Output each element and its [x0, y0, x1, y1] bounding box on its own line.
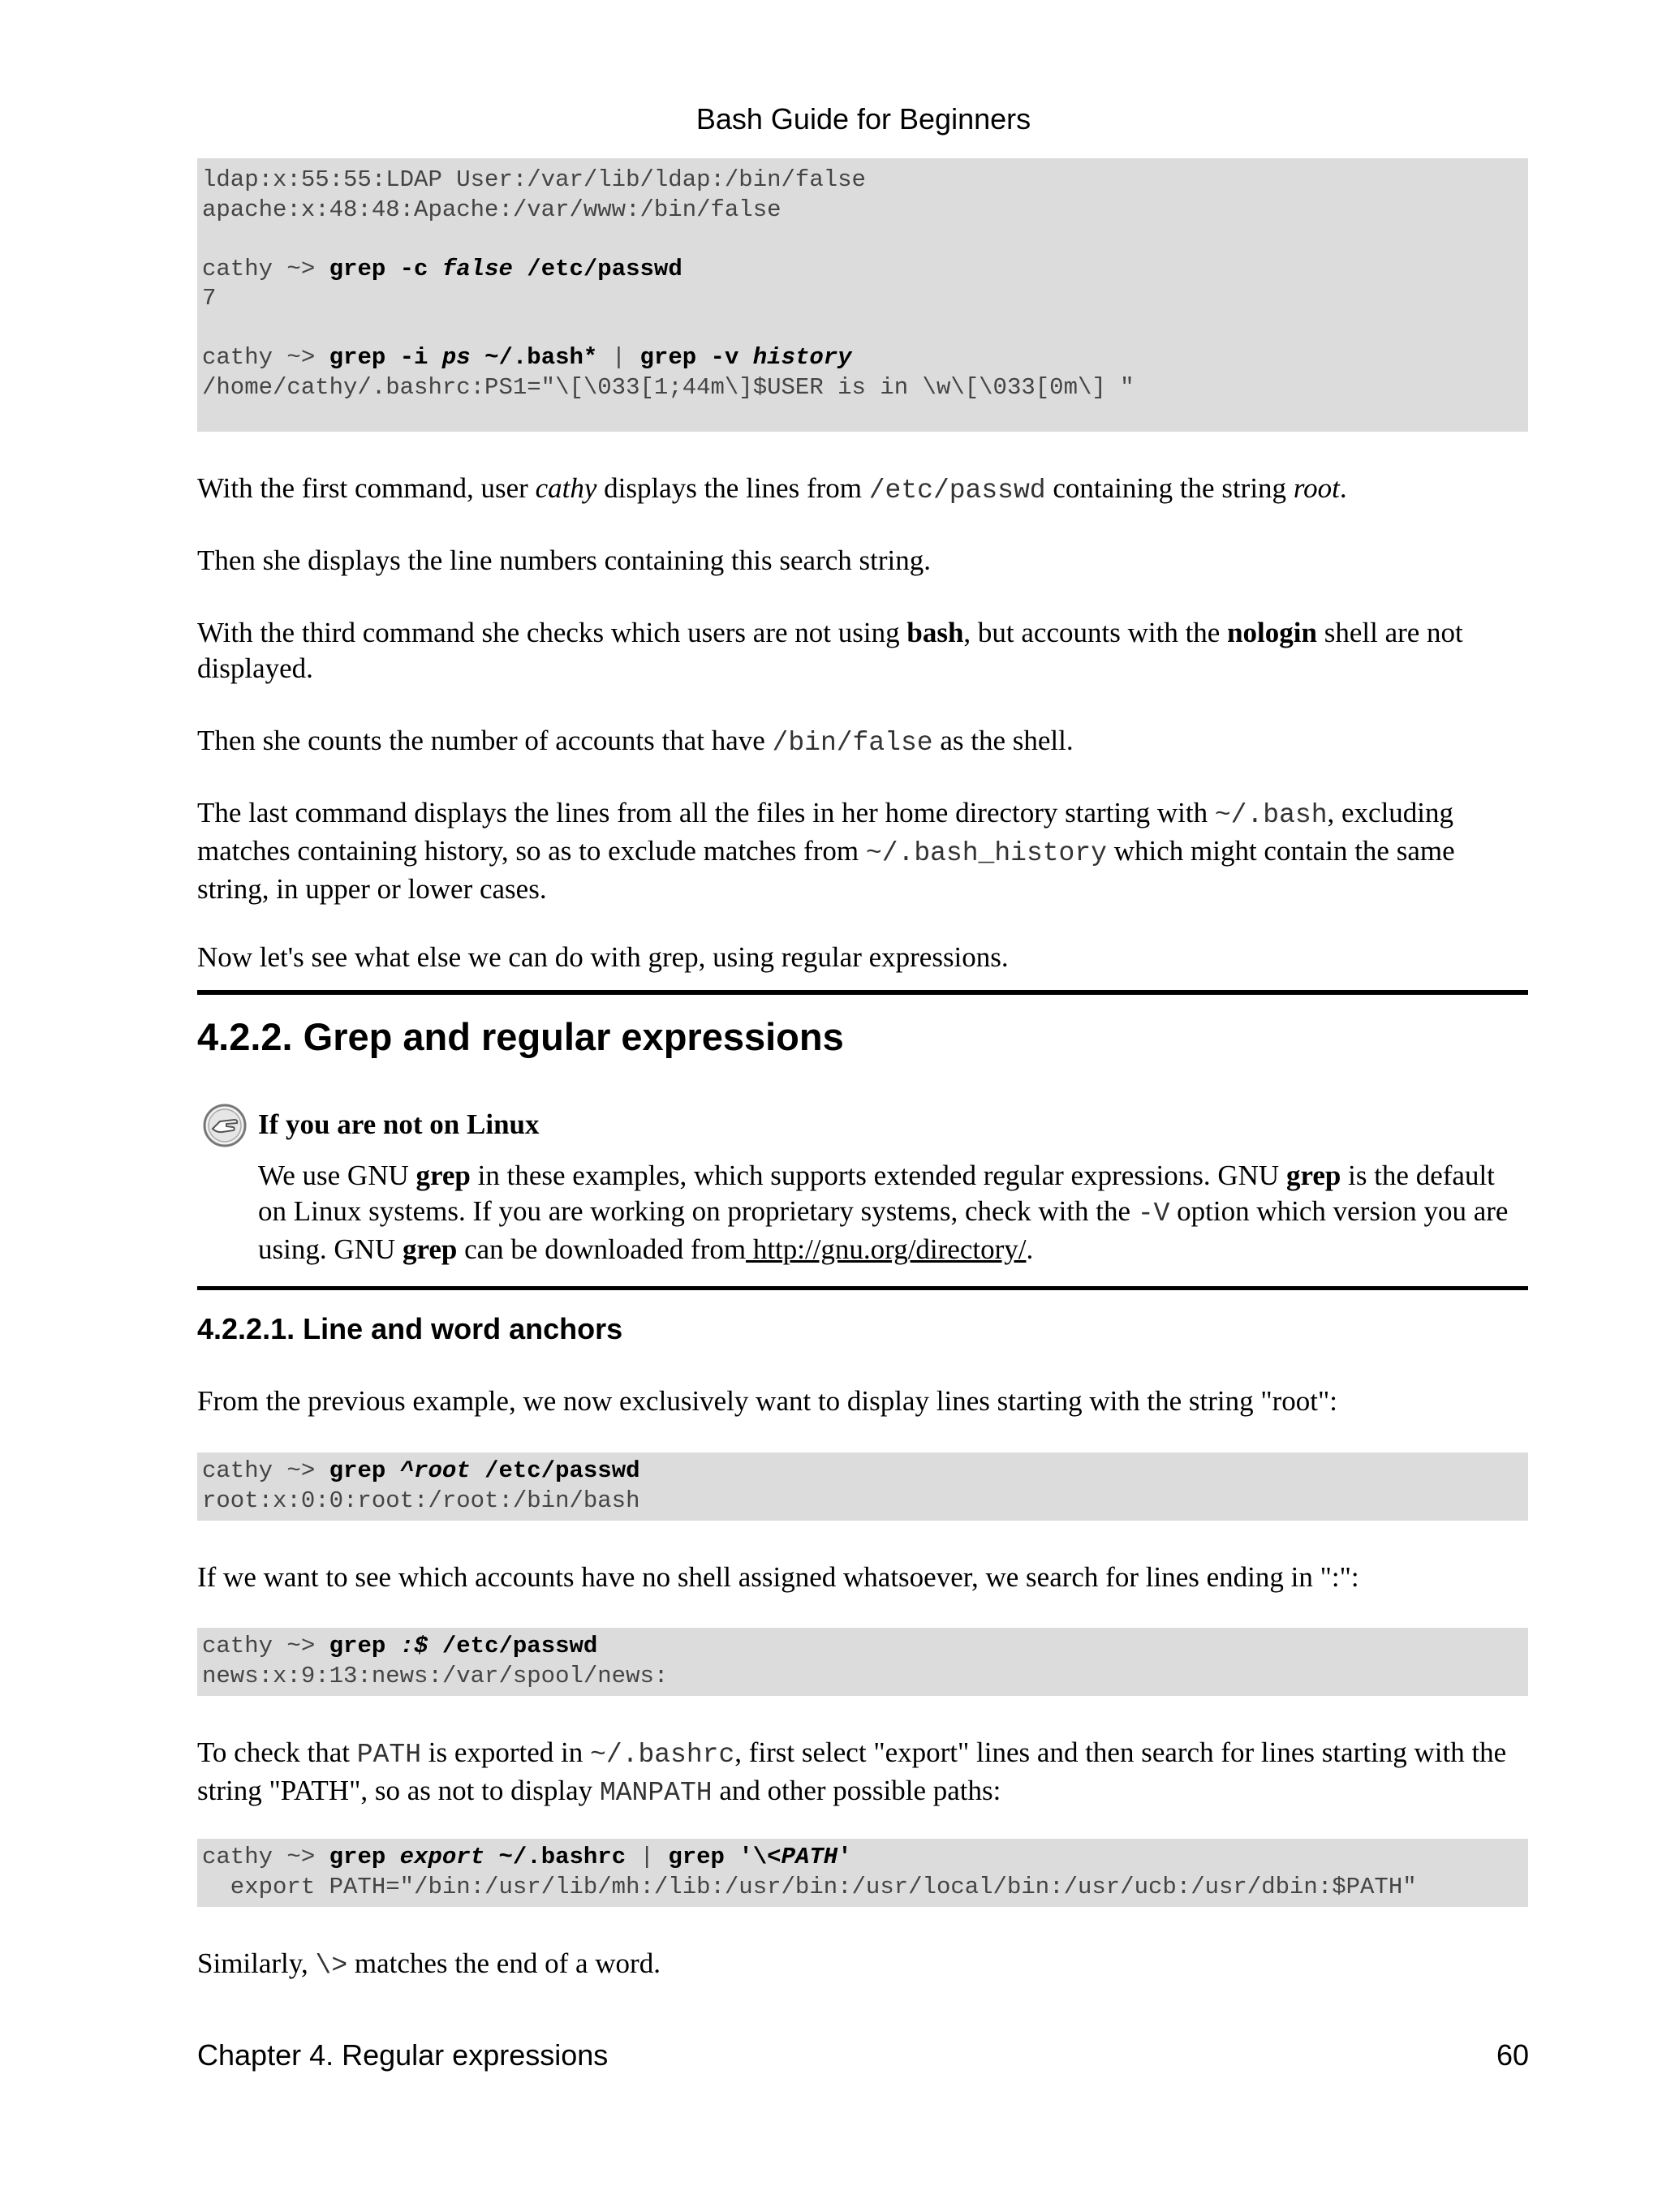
- paragraph: If we want to see which accounts have no shell assigned whatsoever, we search for lines ending in ":":: [197, 1561, 1359, 1593]
- command: grep -v: [639, 344, 753, 371]
- command: ~/.bashrc: [484, 1844, 640, 1870]
- text: , first select "export" lines and then search for lines starting with the string "PATH", so as not to display: [197, 1736, 1507, 1806]
- command-arg: export: [399, 1844, 485, 1870]
- paragraph: [197, 723, 1528, 761]
- inline-code: /etc/passwd: [868, 476, 1046, 506]
- text: option which version you are using. GNU: [258, 1195, 1509, 1265]
- command-arg: ^root: [399, 1457, 471, 1484]
- text: shell are not displayed.: [197, 617, 1463, 684]
- text: .: [1339, 472, 1347, 504]
- command: '\<: [738, 1844, 781, 1870]
- page-header: Bash Guide for Beginners: [695, 102, 1031, 136]
- text: matches the end of a word.: [347, 1947, 661, 1979]
- code-block-2: [197, 1452, 1528, 1521]
- command-arg: :$: [399, 1633, 428, 1659]
- paragraph: [197, 615, 1528, 686]
- command: /etc/passwd: [470, 1457, 640, 1484]
- inline-code: PATH: [356, 1740, 421, 1770]
- command: /etc/passwd: [428, 1633, 598, 1659]
- subsection-title: 4.2.2.1. Line and word anchors: [197, 1312, 623, 1345]
- code-command-line: [202, 1632, 1523, 1662]
- command: grep -c: [329, 255, 442, 282]
- command: grep: [329, 1633, 400, 1659]
- command: grep: [668, 1844, 739, 1870]
- paragraph: Now let's see what else we can do with grep, using regular expressions.: [197, 941, 1009, 973]
- text-bold: grep: [416, 1160, 471, 1191]
- command: grep: [329, 1844, 400, 1870]
- code-output: root:x:0:0:root:/root:/bin/bash: [202, 1487, 640, 1514]
- prompt: cathy ~>: [202, 1457, 329, 1484]
- text: as the shell.: [932, 725, 1074, 756]
- prompt: cathy ~>: [202, 255, 329, 282]
- command-arg: PATH: [781, 1844, 838, 1870]
- pipe: |: [639, 1844, 669, 1870]
- inline-code: /bin/false: [772, 728, 933, 758]
- text-italic: root: [1293, 472, 1340, 504]
- text: Similarly,: [197, 1947, 316, 1979]
- paragraph: [197, 1946, 1528, 1984]
- text: which might contain the same string, in upper or lower cases.: [197, 835, 1455, 905]
- text: With the first command, user: [197, 472, 536, 504]
- code-block-3: [197, 1628, 1528, 1696]
- code-command-line: [202, 255, 1523, 285]
- inline-code: ~/.bash: [1214, 800, 1328, 830]
- paragraph: [197, 795, 1528, 907]
- text: and other possible paths:: [712, 1775, 1001, 1806]
- command-arg: history: [752, 344, 852, 371]
- text: is exported in: [421, 1736, 591, 1768]
- note-title: If you are not on Linux: [258, 1108, 540, 1140]
- code-command-line: [202, 343, 1523, 373]
- prompt: cathy ~>: [202, 1844, 329, 1870]
- text: in these examples, which supports extended regular expressions. GNU: [470, 1160, 1286, 1191]
- text-italic: cathy: [535, 472, 597, 504]
- text-bold: nologin: [1227, 617, 1317, 648]
- command-arg: false: [441, 255, 513, 282]
- command-arg: ps: [441, 344, 471, 371]
- note-body: [258, 1158, 1528, 1267]
- code-blank-line: [202, 225, 1523, 255]
- text: .: [1026, 1233, 1034, 1265]
- code-blank-line: [202, 314, 1523, 344]
- text: We use GNU: [258, 1160, 416, 1191]
- text-bold: grep: [402, 1233, 458, 1265]
- code-output: news:x:9:13:news:/var/spool/news:: [202, 1662, 669, 1689]
- code-command-line: [202, 1457, 1523, 1487]
- gnu-directory-link[interactable]: http://gnu.org/directory/: [746, 1233, 1027, 1265]
- text: The last command displays the lines from all the files in her home directory starting with: [197, 797, 1215, 828]
- paragraph: [197, 471, 1528, 509]
- code-output: /home/cathy/.bashrc:PS1="\[\033[1;44m\]$USER is in \w\[\033[0m\] ": [202, 373, 1135, 401]
- paragraph: From the previous example, we now exclusively want to display lines starting with the string "root":: [197, 1385, 1338, 1417]
- inline-code: ~/.bashrc: [590, 1740, 735, 1770]
- inline-code: MANPATH: [599, 1778, 713, 1808]
- text: can be downloaded from: [457, 1233, 747, 1265]
- command: ~/.bash*: [470, 344, 612, 371]
- text: containing the string: [1045, 472, 1294, 504]
- text: , but accounts with the: [963, 617, 1228, 648]
- section-title: 4.2.2. Grep and regular expressions: [197, 1015, 844, 1058]
- command: /etc/passwd: [512, 255, 682, 282]
- text: To check that: [197, 1736, 357, 1768]
- code-line: ldap:x:55:55:LDAP User:/var/lib/ldap:/bin/false: [202, 166, 866, 193]
- command: ': [837, 1844, 852, 1870]
- command: grep -i: [329, 344, 442, 371]
- text: is the default on Linux systems. If you are working on proprietary systems, check with the: [258, 1160, 1495, 1227]
- pointing-hand-icon: [202, 1103, 248, 1148]
- inline-code: \>: [315, 1951, 348, 1981]
- code-line: apache:x:48:48:Apache:/var/www:/bin/false: [202, 196, 781, 223]
- note-divider: [197, 1286, 1528, 1290]
- inline-code: ~/.bash_history: [865, 838, 1107, 868]
- footer-chapter: Chapter 4. Regular expressions: [197, 2038, 609, 2072]
- text: , excluding matches containing history, so as to exclude matches from: [197, 797, 1454, 867]
- command: grep: [329, 1457, 400, 1484]
- text: displays the lines from: [596, 472, 869, 504]
- prompt: cathy ~>: [202, 344, 329, 371]
- code-output: export PATH="/bin:/usr/lib/mh:/lib:/usr/bin:/usr/local/bin:/usr/ucb:/usr/dbin:$PATH": [202, 1873, 1417, 1900]
- paragraph: [197, 1735, 1528, 1811]
- page-number: 60: [1496, 2038, 1529, 2072]
- code-block-1: [197, 158, 1528, 432]
- inline-code: -V: [1137, 1199, 1170, 1229]
- text: With the third command she checks which users are not using: [197, 617, 907, 648]
- code-command-line: [202, 1843, 1523, 1873]
- prompt: cathy ~>: [202, 1633, 329, 1659]
- section-divider: [197, 990, 1528, 995]
- pipe: |: [611, 344, 640, 371]
- text: Then she counts the number of accounts that have: [197, 725, 773, 756]
- paragraph: Then she displays the line numbers containing this search string.: [197, 544, 931, 576]
- code-output: 7: [202, 285, 217, 312]
- text-bold: grep: [1285, 1160, 1341, 1191]
- text-bold: bash: [906, 617, 964, 648]
- code-block-4: [197, 1839, 1528, 1907]
